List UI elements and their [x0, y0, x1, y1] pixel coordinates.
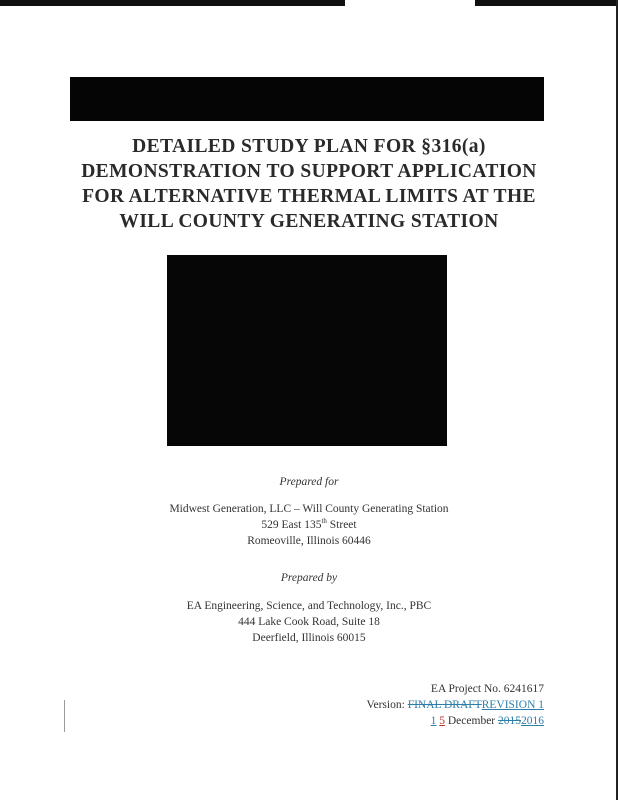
project-date [366, 713, 544, 729]
top-scan-bar [0, 0, 618, 6]
redacted-header-block [70, 77, 544, 121]
date-year-deleted: 2015 [498, 715, 521, 727]
prepared-for-address [0, 501, 618, 549]
project-info [366, 681, 544, 729]
date-day-revised: 5 [439, 715, 445, 727]
redacted-image-block [167, 255, 447, 446]
project-number: EA Project No. 6241617 [430, 683, 544, 695]
document-title [40, 134, 578, 234]
street-number: 529 East 135 [261, 519, 322, 531]
prepared-by-label: Prepared by [280, 572, 338, 584]
prepared-for-label: Prepared for [279, 476, 339, 488]
title-line-3: FOR ALTERNATIVE THERMAL LIMITS AT THE [82, 186, 536, 207]
prepared-by-city: Deerfield, Illinois 60015 [252, 632, 366, 644]
date-month: December [445, 715, 498, 727]
title-line-1: DETAILED STUDY PLAN FOR §316(a) [132, 136, 486, 157]
prepared-by-address [0, 598, 618, 646]
date-day-original: 1 [430, 715, 437, 727]
title-line-2: DEMONSTRATION TO SUPPORT APPLICATION [81, 161, 537, 182]
title-line-4: WILL COUNTY GENERATING STATION [119, 211, 499, 232]
street-ordinal: th [321, 517, 327, 526]
margin-change-bar [64, 700, 65, 732]
version-inserted: REVISION 1 [481, 699, 544, 711]
version-deleted: FINAL DRAFT [407, 699, 482, 711]
version-label: Version: [366, 699, 408, 711]
prepared-by-name: EA Engineering, Science, and Technology, Inc., PBC [186, 600, 432, 612]
prepared-for-city: Romeoville, Illinois 60446 [247, 535, 371, 547]
prepared-for-name: Midwest Generation, LLC – Will County Generating Station [169, 503, 449, 515]
street-suffix: Street [326, 519, 357, 531]
top-scan-gap [345, 0, 475, 6]
project-version [366, 697, 544, 713]
prepared-by-street: 444 Lake Cook Road, Suite 18 [238, 616, 380, 628]
date-year-inserted: 2016 [521, 715, 544, 727]
prepared-for-street [0, 517, 618, 533]
